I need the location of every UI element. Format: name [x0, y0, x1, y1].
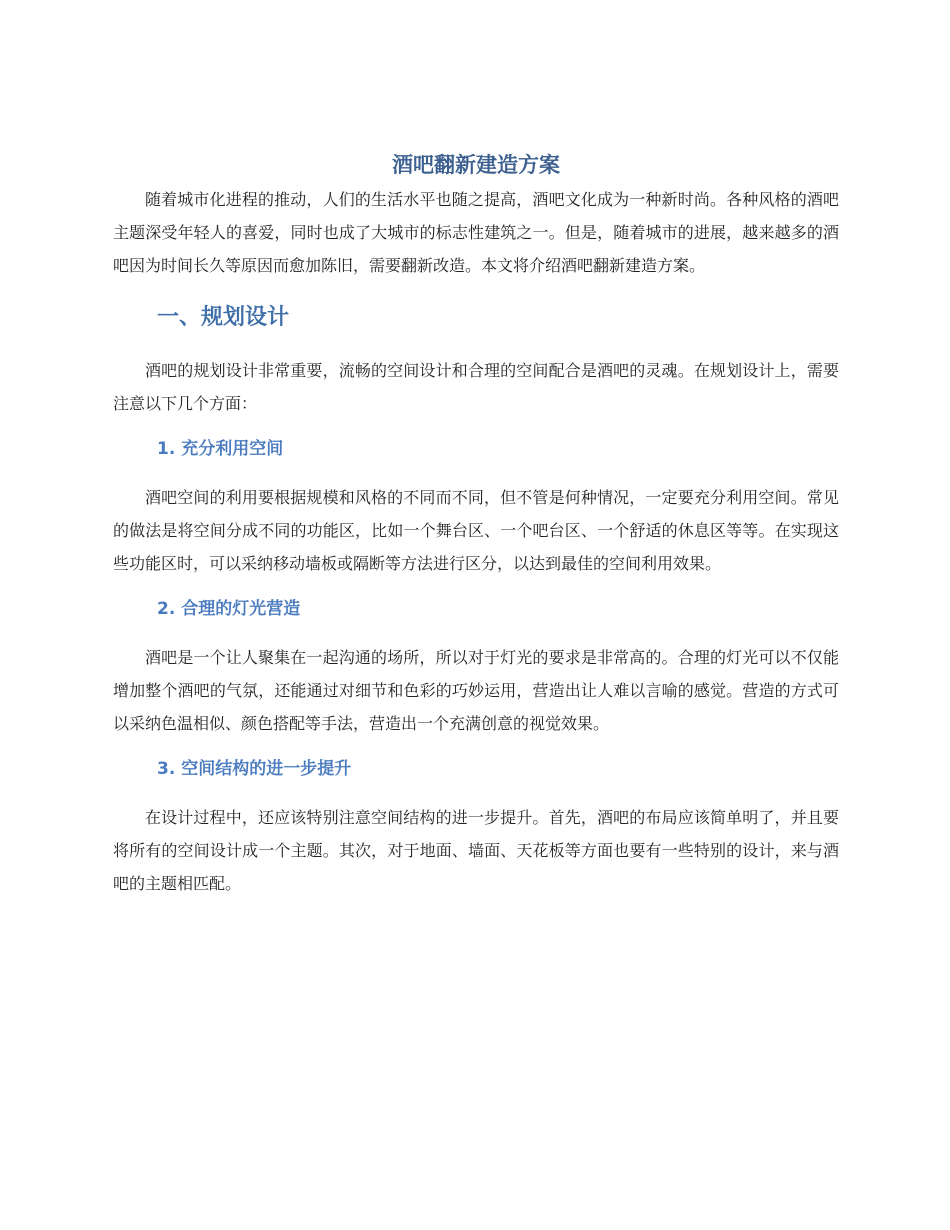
subsection-paragraph-structure: 在设计过程中，还应该特别注意空间结构的进一步提升。首先，酒吧的布局应该简单明了，并且要将所有的空间设计成一个主题。其次，对于地面、墙面、天花板等方面也要有一些特别的设计，来与酒吧的主题相匹配。: [113, 808, 839, 893]
subsection-heading-lighting: 2. 合理的灯光营造: [157, 599, 301, 619]
subsection-heading-space-usage: 1. 充分利用空间: [157, 439, 284, 459]
intro-paragraph: 随着城市化进程的推动，人们的生活水平也随之提高，酒吧文化成为一种新时尚。各种风格的酒吧主题深受年轻人的喜爱，同时也成了大城市的标志性建筑之一。但是，随着城市的进展，越来越多的酒吧因为时间长久等原因而愈加陈旧，需要翻新改造。本文将介绍酒吧翻新建造方案。: [113, 190, 839, 275]
document-content: [113, 148, 839, 900]
document-title: 酒吧翻新建造方案: [392, 153, 560, 177]
subsection-paragraph-lighting: 酒吧是一个让人聚集在一起沟通的场所，所以对于灯光的要求是非常高的。合理的灯光可以不仅能增加整个酒吧的气氛，还能通过对细节和色彩的巧妙运用，营造出让人难以言喻的感觉。营造的方式可以采纳色温相似、颜色搭配等手法，营造出一个充满创意的视觉效果。: [113, 648, 839, 733]
subsection-heading-structure: 3. 空间结构的进一步提升: [157, 759, 352, 779]
section-paragraph-planning: 酒吧的规划设计非常重要，流畅的空间设计和合理的空间配合是酒吧的灵魂。在规划设计上，需要注意以下几个方面：: [113, 361, 839, 413]
section-heading-planning: 一、规划设计: [157, 305, 290, 330]
subsection-paragraph-space-usage: 酒吧空间的利用要根据规模和风格的不同而不同，但不管是何种情况，一定要充分利用空间。常见的做法是将空间分成不同的功能区，比如一个舞台区、一个吧台区、一个舒适的休息区等等。在实现这些功能区时，可以采纳移动墙板或隔断等方法进行区分，以达到最佳的空间利用效果。: [113, 488, 839, 573]
